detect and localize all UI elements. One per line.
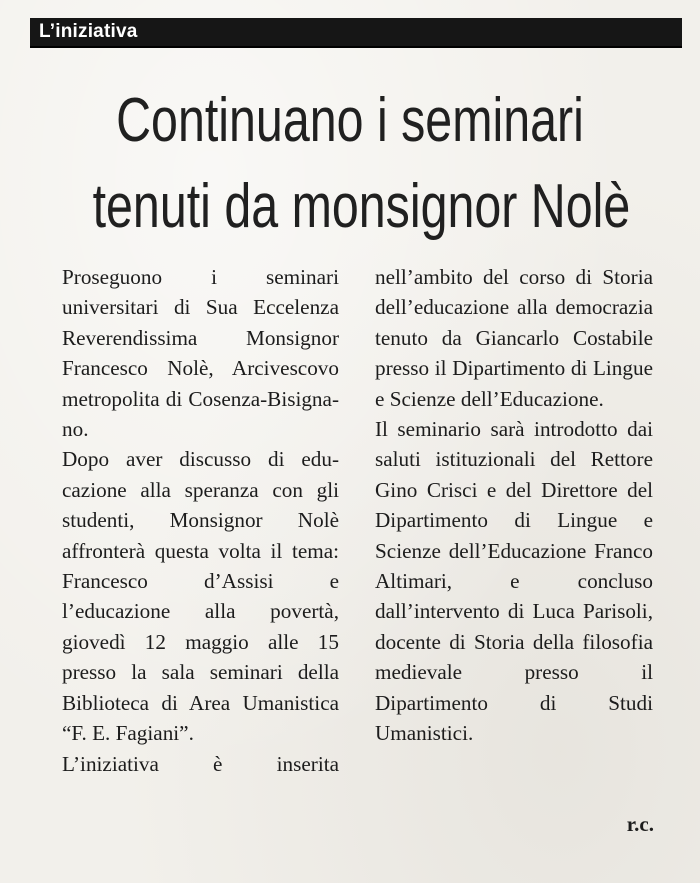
section-header-bar: [30, 18, 682, 48]
article-column-left: [62, 262, 339, 779]
section-label: L’iniziativa: [39, 21, 138, 42]
paragraph: Dopo aver discusso di educazione alla speranza con gli studenti, Monsignor Nolè affronterà questa volta il tema: Francesco d’Assisi e l’educazione alla povertà, giovedì 12 maggio alle 15 presso la sala seminari della Biblioteca di Area Umanistica “F. E. Fagiani”.: [62, 447, 339, 746]
headline-line-2: tenuti da monsignor Nolè: [92, 172, 631, 241]
paragraph: Proseguono i seminari universitari di Sua Eccelenza Reverendissima Monsignor Francesco Nolè, Arcivescovo metropolita di Cosenza-Bisignano.: [62, 265, 339, 442]
headline-line-1: Continuano i seminari: [116, 86, 584, 155]
article-column-right: [375, 262, 653, 749]
article-headline: [20, 78, 680, 250]
author-signature: r.c.: [626, 812, 654, 836]
paragraph: Il seminario sarà introdotto dai saluti istituzionali del Rettore Gino Crisci e del Direttore del Dipartimento di Lingue e Scienze dell’Educazione Franco Altimari, e concluso dall’intervento di Luca Parisoli, docente di Storia della filosofia medievale presso il Dipartimento di Studi Umanistici.: [375, 417, 653, 746]
paragraph: nell’ambito del corso di Storia dell’educazione alla democrazia tenuto da Giancarlo Costabile presso il Dipartimento di Lingue e Scienze dell’Educazione.: [375, 265, 653, 411]
paragraph: L’iniziativa è inserita: [62, 751, 339, 776]
